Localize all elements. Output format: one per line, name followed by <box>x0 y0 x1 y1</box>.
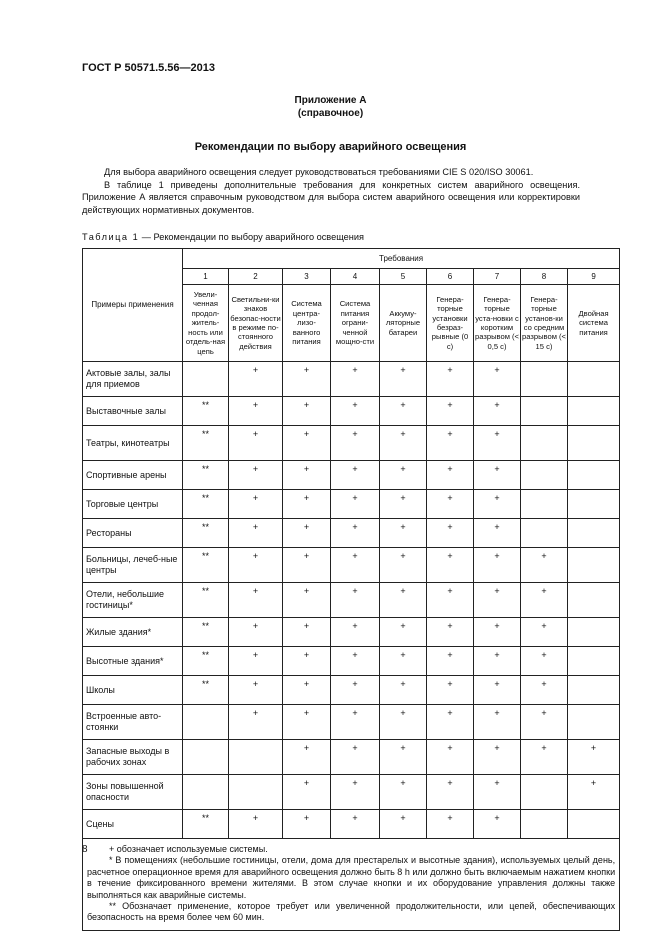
application-name: Встроенные авто-стоянки <box>83 705 183 740</box>
requirement-cell: + <box>568 775 620 810</box>
requirement-cell: ** <box>183 426 229 461</box>
application-name: Запасные выходы в рабочих зонах <box>83 740 183 775</box>
row-header-label: Примеры применения <box>83 249 183 362</box>
requirement-cell <box>183 740 229 775</box>
table-notes <box>83 839 620 931</box>
column-header: Система центра-лизо-ванного питания <box>283 285 331 362</box>
requirement-cell: + <box>283 461 331 490</box>
requirement-cell: + <box>427 647 474 676</box>
requirement-cell: + <box>229 676 283 705</box>
requirement-cell: + <box>229 705 283 740</box>
table-row <box>83 583 620 618</box>
table-row <box>83 705 620 740</box>
requirement-cell: + <box>427 618 474 647</box>
requirement-cell: ** <box>183 519 229 548</box>
application-name: Зоны повышенной опасности <box>83 775 183 810</box>
requirement-cell <box>521 810 568 839</box>
requirement-cell: + <box>229 810 283 839</box>
requirement-cell: + <box>283 740 331 775</box>
requirement-cell: + <box>380 461 427 490</box>
requirement-cell: + <box>474 647 521 676</box>
column-header: Аккуму-ляторные батареи <box>380 285 427 362</box>
requirement-cell: + <box>427 810 474 839</box>
requirement-cell: + <box>474 705 521 740</box>
page-number: 8 <box>82 844 88 855</box>
requirement-cell: + <box>380 705 427 740</box>
requirement-cell: + <box>474 548 521 583</box>
requirement-cell: + <box>474 583 521 618</box>
requirement-cell: + <box>331 740 380 775</box>
requirement-cell <box>568 490 620 519</box>
requirement-cell: + <box>380 519 427 548</box>
column-number: 9 <box>568 269 620 285</box>
requirement-cell: + <box>331 461 380 490</box>
intro-text <box>82 166 580 216</box>
requirement-cell: + <box>331 397 380 426</box>
column-number: 2 <box>229 269 283 285</box>
requirement-cell: + <box>331 519 380 548</box>
application-name: Торговые центры <box>83 490 183 519</box>
requirement-cell: + <box>283 426 331 461</box>
requirement-cell: + <box>380 618 427 647</box>
requirement-cell <box>521 397 568 426</box>
requirement-cell: + <box>427 362 474 397</box>
requirement-cell: + <box>521 647 568 676</box>
requirement-cell: + <box>380 676 427 705</box>
requirement-cell <box>521 775 568 810</box>
requirement-cell: ** <box>183 490 229 519</box>
requirement-cell: + <box>229 519 283 548</box>
requirement-cell: + <box>474 676 521 705</box>
column-header: Генера-торные уста-новки с коротким разрывом (< 0,5 с) <box>474 285 521 362</box>
requirement-cell: + <box>380 583 427 618</box>
requirement-cell: ** <box>183 583 229 618</box>
notes-cell <box>83 839 620 931</box>
requirement-cell: + <box>427 705 474 740</box>
table-caption <box>82 232 364 242</box>
group-header: Требования <box>183 249 620 269</box>
requirement-cell: + <box>521 618 568 647</box>
requirement-cell: + <box>229 426 283 461</box>
requirement-cell: + <box>229 583 283 618</box>
requirement-cell: + <box>229 490 283 519</box>
requirement-cell: + <box>427 519 474 548</box>
requirement-cell: + <box>474 740 521 775</box>
requirement-cell <box>229 775 283 810</box>
requirement-cell: + <box>331 362 380 397</box>
requirement-cell: + <box>283 775 331 810</box>
requirement-cell: + <box>229 397 283 426</box>
column-number: 1 <box>183 269 229 285</box>
requirement-cell: + <box>283 583 331 618</box>
requirements-table <box>82 248 620 931</box>
requirement-cell: + <box>283 548 331 583</box>
intro-paragraph: В таблице 1 приведены дополнительные требования для конкретных систем аварийного освещения. Приложение А является справочным руководством для выбора систем аварийного освещения или корректировки действующих нормативных документов. <box>82 179 580 215</box>
application-name: Выставочные залы <box>83 397 183 426</box>
requirement-cell: + <box>427 583 474 618</box>
requirement-cell: + <box>331 810 380 839</box>
requirement-cell: + <box>380 775 427 810</box>
application-name: Школы <box>83 676 183 705</box>
requirement-cell <box>183 705 229 740</box>
requirement-cell: + <box>283 397 331 426</box>
note-single-asterisk: * В помещениях (небольшие гостиницы, отели, дома для престарелых и высотные здания), используемых целый день, расчетное операционное время для аварийного освещения должно быть 8 h или должно быть включаемым нажатием кнопки в течение фиксированного времени жителями. В этом случае кнопки и их оборудование управления должны также выполняться как аварийные системы. <box>87 855 616 900</box>
requirement-cell: + <box>427 490 474 519</box>
requirement-cell: + <box>474 519 521 548</box>
requirement-cell: + <box>229 647 283 676</box>
table-row <box>83 647 620 676</box>
table-row <box>83 775 620 810</box>
requirement-cell <box>568 397 620 426</box>
requirement-cell: ** <box>183 618 229 647</box>
requirement-cell: + <box>229 362 283 397</box>
application-name: Высотные здания* <box>83 647 183 676</box>
requirement-cell: ** <box>183 397 229 426</box>
requirement-cell <box>568 705 620 740</box>
requirement-cell: + <box>474 810 521 839</box>
table-row <box>83 810 620 839</box>
table-header <box>83 249 620 362</box>
table-caption-text: — Рекомендации по выбору аварийного освещения <box>139 232 364 242</box>
column-number: 4 <box>331 269 380 285</box>
requirement-cell: + <box>380 426 427 461</box>
requirement-cell: + <box>380 740 427 775</box>
column-header: Генера-торные установ-ки со средним разрывом (< 15 с) <box>521 285 568 362</box>
column-header: Система питания ограни-ченной мощно-сти <box>331 285 380 362</box>
requirement-cell: + <box>229 461 283 490</box>
requirement-cell: + <box>331 426 380 461</box>
requirement-cell: + <box>380 647 427 676</box>
requirement-cell: + <box>521 548 568 583</box>
column-header: Светильни-ки знаков безопас-ности в режиме по-стоянного действия <box>229 285 283 362</box>
table-row <box>83 397 620 426</box>
document-code: ГОСТ Р 50571.5.56—2013 <box>82 62 216 74</box>
requirement-cell <box>568 519 620 548</box>
requirement-cell: + <box>521 740 568 775</box>
requirement-cell: + <box>331 490 380 519</box>
requirement-cell <box>229 740 283 775</box>
requirement-cell <box>521 426 568 461</box>
requirement-cell <box>568 647 620 676</box>
column-header: Двойная система питания <box>568 285 620 362</box>
table-row <box>83 519 620 548</box>
requirement-cell: + <box>427 461 474 490</box>
requirement-cell <box>183 775 229 810</box>
requirement-cell <box>521 519 568 548</box>
application-name: Актовые залы, залы для приемов <box>83 362 183 397</box>
requirement-cell <box>521 362 568 397</box>
requirement-cell: + <box>331 647 380 676</box>
application-name: Театры, кинотеатры <box>83 426 183 461</box>
requirement-cell: + <box>283 705 331 740</box>
requirement-cell: + <box>427 775 474 810</box>
requirement-cell <box>521 461 568 490</box>
requirement-cell <box>568 583 620 618</box>
requirement-cell <box>568 548 620 583</box>
requirement-cell: + <box>521 583 568 618</box>
column-number: 5 <box>380 269 427 285</box>
requirement-cell: + <box>521 705 568 740</box>
requirement-cell: + <box>283 676 331 705</box>
requirement-cell: + <box>283 519 331 548</box>
note-legend: + обозначает используемые системы. <box>109 844 268 854</box>
requirement-cell: + <box>474 397 521 426</box>
annex-subtitle: (справочное) <box>297 108 364 119</box>
requirement-cell: + <box>331 676 380 705</box>
requirement-cell: + <box>283 490 331 519</box>
table-row <box>83 461 620 490</box>
application-name: Спортивные арены <box>83 461 183 490</box>
requirement-cell: + <box>380 397 427 426</box>
column-header: Увели-ченная продол-житель-ность или отдель-ная цепь <box>183 285 229 362</box>
column-header: Генера-торные установки безраз-рывные (0 с) <box>427 285 474 362</box>
application-name: Рестораны <box>83 519 183 548</box>
application-name: Больницы, лечеб-ные центры <box>83 548 183 583</box>
requirement-cell: + <box>229 548 283 583</box>
requirement-cell: + <box>331 775 380 810</box>
requirement-cell: + <box>331 705 380 740</box>
requirement-cell: + <box>427 426 474 461</box>
column-number: 6 <box>427 269 474 285</box>
requirement-cell <box>568 362 620 397</box>
requirement-cell: + <box>283 618 331 647</box>
requirement-cell: + <box>283 647 331 676</box>
requirement-cell: + <box>331 583 380 618</box>
application-name: Сцены <box>83 810 183 839</box>
column-number: 8 <box>521 269 568 285</box>
requirement-cell: + <box>474 362 521 397</box>
requirement-cell: + <box>427 740 474 775</box>
table-row <box>83 548 620 583</box>
requirement-cell: + <box>380 362 427 397</box>
requirement-cell: + <box>474 775 521 810</box>
requirement-cell: + <box>427 676 474 705</box>
requirement-cell: + <box>283 810 331 839</box>
requirement-cell: + <box>474 490 521 519</box>
table-row <box>83 426 620 461</box>
table-row <box>83 490 620 519</box>
table-row <box>83 740 620 775</box>
requirement-cell: ** <box>183 676 229 705</box>
requirement-cell: + <box>474 618 521 647</box>
annex-heading <box>0 94 661 120</box>
requirement-cell: + <box>521 676 568 705</box>
requirement-cell: ** <box>183 548 229 583</box>
section-title: Рекомендации по выбору аварийного освещения <box>194 141 467 153</box>
requirement-cell: ** <box>183 647 229 676</box>
table-row <box>83 676 620 705</box>
table-row <box>83 618 620 647</box>
annex-title: Приложение А <box>294 95 367 106</box>
column-number: 3 <box>283 269 331 285</box>
table-row <box>83 362 620 397</box>
intro-paragraph: Для выбора аварийного освещения следует руководствоваться требованиями CIE S 020/ISO 30061. <box>104 167 534 177</box>
requirement-cell: + <box>474 426 521 461</box>
note-double-asterisk: ** Обозначает применение, которое требует или увеличенной продолжительности, или цепей, обеспечивающих безопасность на время более чем 60 мин. <box>87 901 616 923</box>
requirement-cell: + <box>331 548 380 583</box>
requirement-cell: + <box>380 490 427 519</box>
requirement-cell: + <box>568 740 620 775</box>
column-number: 7 <box>474 269 521 285</box>
requirement-cell <box>521 490 568 519</box>
requirement-cell: + <box>380 810 427 839</box>
requirement-cell: + <box>427 548 474 583</box>
requirement-cell: + <box>380 548 427 583</box>
table-body <box>83 362 620 839</box>
requirement-cell <box>183 362 229 397</box>
table-caption-label: Таблица 1 <box>82 232 140 242</box>
requirement-cell <box>568 618 620 647</box>
requirement-cell: ** <box>183 810 229 839</box>
requirement-cell <box>568 676 620 705</box>
requirement-cell <box>568 810 620 839</box>
requirement-cell: + <box>283 362 331 397</box>
requirement-cell: + <box>229 618 283 647</box>
requirement-cell: + <box>331 618 380 647</box>
application-name: Жилые здания* <box>83 618 183 647</box>
application-name: Отели, небольшие гостиницы* <box>83 583 183 618</box>
requirement-cell: + <box>427 397 474 426</box>
requirement-cell <box>568 461 620 490</box>
requirement-cell: + <box>474 461 521 490</box>
requirement-cell: ** <box>183 461 229 490</box>
requirement-cell <box>568 426 620 461</box>
